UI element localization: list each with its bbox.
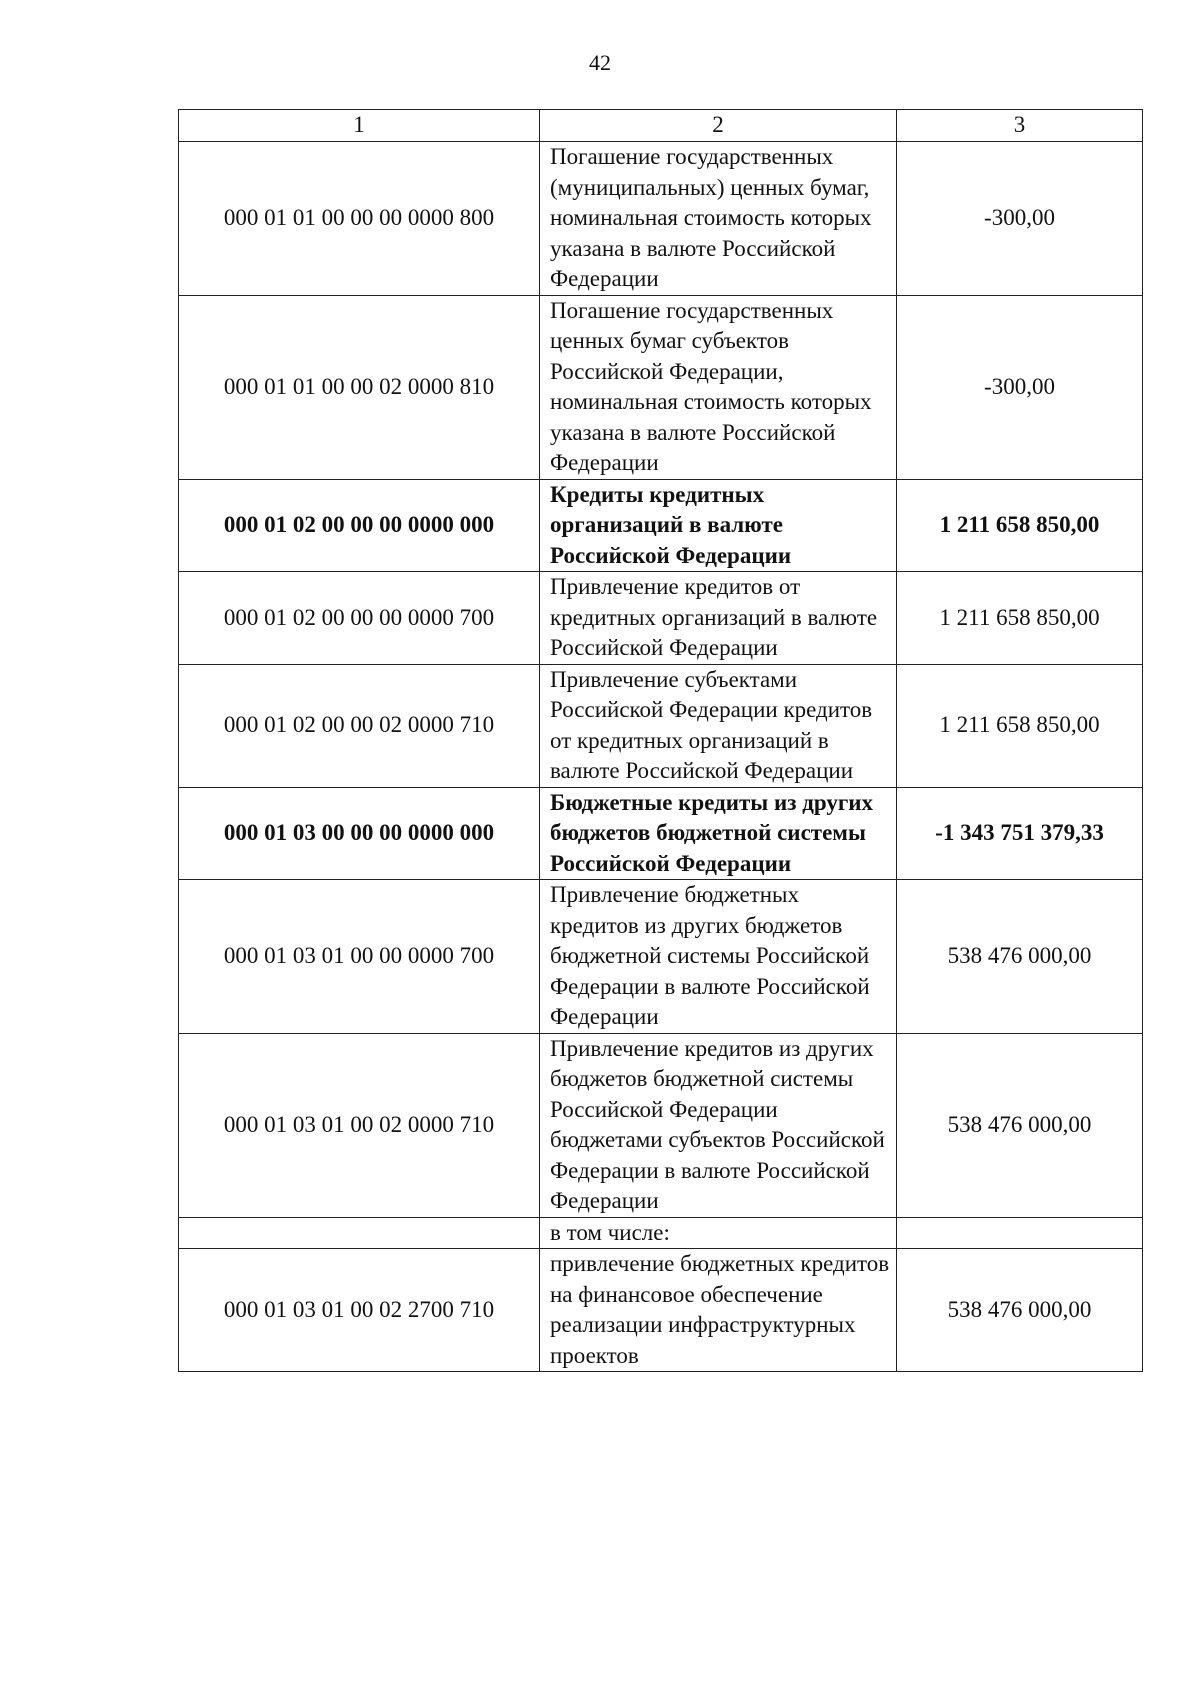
table-row	[179, 572, 1143, 665]
row-description: Погашение государственных ценных бумаг субъектов Российской Федерации, номинальная стоимость которых указана в валюте Российской Федерации	[540, 295, 897, 479]
row-amount: -1 343 751 379,33	[897, 787, 1143, 880]
row-description: Привлечение бюджетных кредитов из других бюджетов бюджетной системы Российской Федерации в валюте Российской Федерации	[540, 880, 897, 1034]
row-description: Привлечение субъектами Российской Федерации кредитов от кредитных организаций в валюте Российской Федерации	[540, 664, 897, 787]
row-amount: 1 211 658 850,00	[897, 479, 1143, 572]
row-amount: 1 211 658 850,00	[897, 572, 1143, 665]
row-code: 000 01 01 00 00 02 0000 810	[179, 295, 540, 479]
row-code: 000 01 02 00 00 00 0000 000	[179, 479, 540, 572]
row-description: Привлечение кредитов от кредитных организаций в валюте Российской Федерации	[540, 572, 897, 665]
row-code: 000 01 03 00 00 00 0000 000	[179, 787, 540, 880]
column-header-2: 2	[540, 110, 897, 142]
row-description: Бюджетные кредиты из других бюджетов бюджетной системы Российской Федерации	[540, 787, 897, 880]
column-header-3: 3	[897, 110, 1143, 142]
table-row	[179, 787, 1143, 880]
row-amount: -300,00	[897, 142, 1143, 296]
table-row	[179, 1217, 1143, 1249]
page-number: 42	[589, 50, 611, 75]
table-row	[179, 142, 1143, 296]
row-description: привлечение бюджетных кредитов на финансовое обеспечение реализации инфраструктурных проектов	[540, 1249, 897, 1372]
budget-sources-table	[178, 109, 1143, 1372]
row-description: Кредиты кредитных организаций в валюте Российской Федерации	[540, 479, 897, 572]
row-description: Привлечение кредитов из других бюджетов бюджетной системы Российской Федерации бюджетами субъектов Российской Федерации в валюте Российской Федерации	[540, 1033, 897, 1217]
row-code: 000 01 02 00 00 02 0000 710	[179, 664, 540, 787]
table-row	[179, 1033, 1143, 1217]
row-code: 000 01 02 00 00 00 0000 700	[179, 572, 540, 665]
row-amount: 1 211 658 850,00	[897, 664, 1143, 787]
table-header-row	[179, 110, 1143, 142]
row-code: 000 01 03 01 00 00 0000 700	[179, 880, 540, 1034]
row-description: Погашение государственных (муниципальных) ценных бумаг, номинальная стоимость которых указана в валюте Российской Федерации	[540, 142, 897, 296]
row-amount: -300,00	[897, 295, 1143, 479]
row-code	[179, 1217, 540, 1249]
row-amount	[897, 1217, 1143, 1249]
row-amount: 538 476 000,00	[897, 1249, 1143, 1372]
table-row	[179, 880, 1143, 1034]
row-amount: 538 476 000,00	[897, 880, 1143, 1034]
table-row	[179, 1249, 1143, 1372]
row-code: 000 01 03 01 00 02 0000 710	[179, 1033, 540, 1217]
row-code: 000 01 03 01 00 02 2700 710	[179, 1249, 540, 1372]
table-row	[179, 664, 1143, 787]
row-description: в том числе:	[540, 1217, 897, 1249]
row-code: 000 01 01 00 00 00 0000 800	[179, 142, 540, 296]
table-row	[179, 479, 1143, 572]
table-row	[179, 295, 1143, 479]
column-header-1: 1	[179, 110, 540, 142]
row-amount: 538 476 000,00	[897, 1033, 1143, 1217]
